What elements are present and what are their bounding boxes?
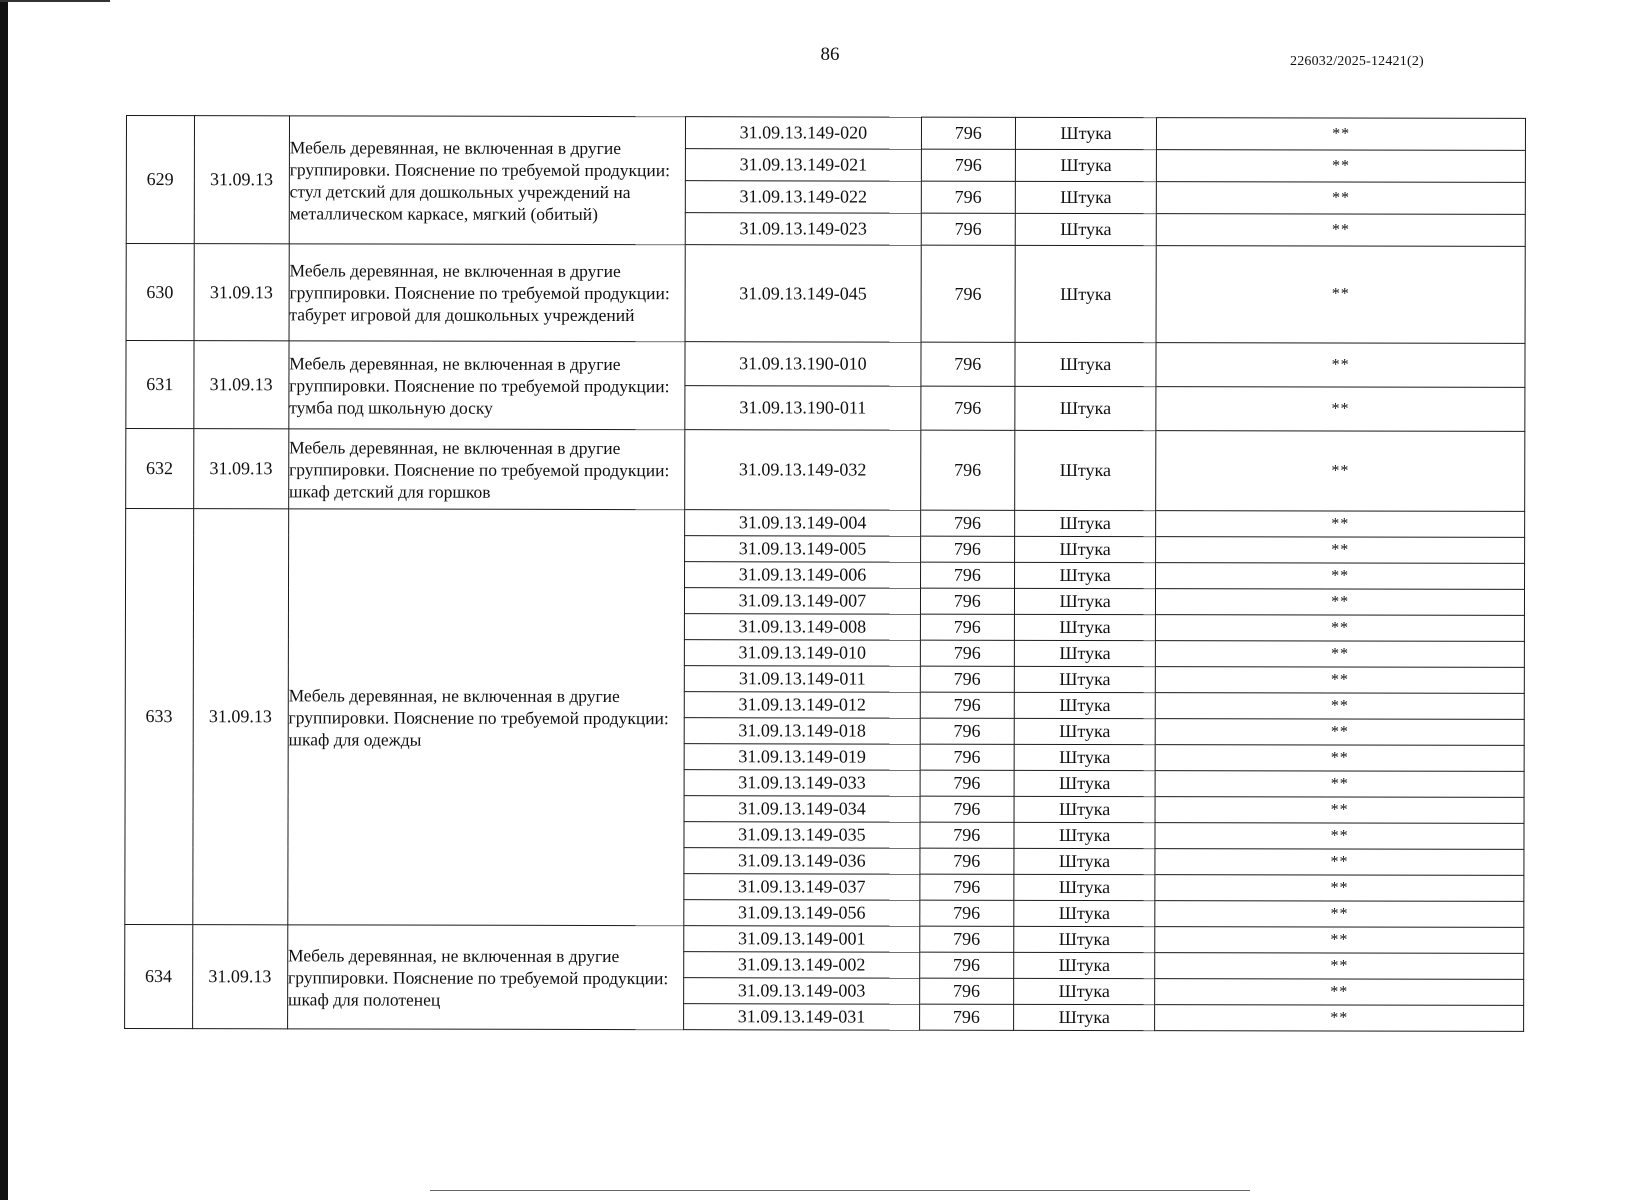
product-description: Мебель деревянная, не включенная в другие группировки. Пояснение по требуемой продукции: шкаф детский для горшков xyxy=(289,429,686,510)
note-mark: ** xyxy=(1156,615,1525,642)
okpd-code: 31.09.13 xyxy=(194,244,289,341)
note-mark: ** xyxy=(1155,823,1524,850)
table-row xyxy=(126,509,1525,538)
row-number: 631 xyxy=(126,341,194,429)
product-description: Мебель деревянная, не включенная в другие группировки. Пояснение по требуемой продукции: тумба под школьную доску xyxy=(289,341,686,430)
okei-code: 796 xyxy=(920,562,1014,588)
ktru-code: 31.09.13.149-037 xyxy=(684,874,920,900)
okpd-code: 31.09.13 xyxy=(192,509,288,925)
note-mark: ** xyxy=(1156,511,1525,538)
row-number: 633 xyxy=(125,509,193,925)
ktru-code: 31.09.13.149-020 xyxy=(686,117,922,149)
unit-name: Штука xyxy=(1014,692,1155,718)
ktru-code: 31.09.13.149-004 xyxy=(685,510,921,536)
ktru-code: 31.09.13.149-045 xyxy=(685,245,921,342)
unit-name: Штука xyxy=(1014,796,1155,822)
okei-code: 796 xyxy=(920,744,1014,770)
okei-code: 796 xyxy=(921,213,1015,245)
note-mark: ** xyxy=(1155,901,1524,928)
unit-name: Штука xyxy=(1014,614,1155,640)
table-row xyxy=(125,924,1524,953)
ktru-code: 31.09.13.190-011 xyxy=(685,386,921,430)
ktru-code: 31.09.13.149-022 xyxy=(685,181,921,213)
unit-name: Штука xyxy=(1014,718,1155,744)
note-mark: ** xyxy=(1155,875,1524,902)
note-mark: ** xyxy=(1156,667,1525,694)
ktru-code: 31.09.13.149-033 xyxy=(684,770,920,796)
product-description: Мебель деревянная, не включенная в другие группировки. Пояснение по требуемой продукции: шкаф для одежды xyxy=(288,509,685,926)
ktru-code: 31.09.13.149-005 xyxy=(685,536,921,562)
okei-code: 796 xyxy=(919,1004,1013,1030)
unit-name: Штука xyxy=(1014,848,1155,874)
page-number: 86 xyxy=(820,44,840,65)
unit-name: Штука xyxy=(1015,430,1156,510)
okei-code: 796 xyxy=(920,666,1014,692)
okei-code: 796 xyxy=(921,117,1015,149)
note-mark: ** xyxy=(1155,953,1524,980)
note-mark: ** xyxy=(1155,979,1524,1006)
note-mark: ** xyxy=(1155,745,1524,772)
note-mark: ** xyxy=(1156,693,1525,720)
ktru-code: 31.09.13.149-031 xyxy=(684,1004,920,1030)
okei-code: 796 xyxy=(920,848,1014,874)
unit-name: Штука xyxy=(1014,822,1155,848)
unit-name: Штука xyxy=(1015,149,1156,181)
unit-name: Штука xyxy=(1014,978,1155,1004)
unit-name: Штука xyxy=(1015,245,1157,342)
unit-name: Штука xyxy=(1014,588,1155,614)
unit-name: Штука xyxy=(1015,181,1156,213)
okei-code: 796 xyxy=(921,149,1015,181)
okpd-code: 31.09.13 xyxy=(193,341,288,429)
row-number: 634 xyxy=(125,924,193,1028)
okei-code: 796 xyxy=(920,430,1014,510)
okei-code: 796 xyxy=(919,952,1013,978)
okei-code: 796 xyxy=(919,926,1013,952)
okei-code: 796 xyxy=(920,510,1014,536)
ktru-code: 31.09.13.149-019 xyxy=(684,744,920,770)
okei-code: 796 xyxy=(920,900,1014,926)
unit-name: Штука xyxy=(1014,640,1155,666)
note-mark: ** xyxy=(1157,118,1526,151)
note-mark: ** xyxy=(1156,641,1525,668)
okei-code: 796 xyxy=(921,386,1015,430)
unit-name: Штука xyxy=(1015,386,1156,430)
product-description: Мебель деревянная, не включенная в другие группировки. Пояснение по требуемой продукции: шкаф для полотенец xyxy=(287,925,684,1030)
ktru-code: 31.09.13.149-008 xyxy=(685,614,921,640)
table-row xyxy=(126,429,1525,512)
unit-name: Штука xyxy=(1014,744,1155,770)
note-mark: ** xyxy=(1155,1005,1524,1032)
scan-left-border xyxy=(0,0,8,1200)
okei-code: 796 xyxy=(921,342,1015,386)
note-mark: ** xyxy=(1156,431,1525,512)
product-table xyxy=(124,115,1526,1032)
note-mark: ** xyxy=(1157,182,1526,215)
ktru-code: 31.09.13.149-056 xyxy=(684,900,920,926)
unit-name: Штука xyxy=(1014,770,1155,796)
unit-name: Штука xyxy=(1015,342,1156,386)
okei-code: 796 xyxy=(920,822,1014,848)
table-body xyxy=(125,116,1526,1032)
table-row xyxy=(126,244,1525,344)
okei-code: 796 xyxy=(921,181,1015,213)
ktru-code: 31.09.13.149-002 xyxy=(684,952,920,978)
table-row xyxy=(126,341,1525,388)
ktru-code: 31.09.13.149-021 xyxy=(686,149,922,181)
ktru-code: 31.09.13.149-032 xyxy=(685,430,921,510)
product-description: Мебель деревянная, не включенная в другие группировки. Пояснение по требуемой продукции: стул детский для дошкольных учреждений на металлическом каркасе, мягкий (обитый) xyxy=(289,116,686,245)
okei-code: 796 xyxy=(920,874,1014,900)
note-mark: ** xyxy=(1155,771,1524,798)
unit-name: Штука xyxy=(1015,117,1156,149)
ktru-code: 31.09.13.149-007 xyxy=(685,588,921,614)
okei-code: 796 xyxy=(920,614,1014,640)
ktru-code: 31.09.13.149-034 xyxy=(684,796,920,822)
ktru-code: 31.09.13.149-035 xyxy=(684,822,920,848)
ktru-code: 31.09.13.149-010 xyxy=(685,640,921,666)
note-mark: ** xyxy=(1156,537,1525,564)
unit-name: Штука xyxy=(1014,666,1155,692)
okei-code: 796 xyxy=(920,588,1014,614)
unit-name: Штука xyxy=(1014,562,1155,588)
okei-code: 796 xyxy=(920,770,1014,796)
okei-code: 796 xyxy=(921,245,1015,342)
note-mark: ** xyxy=(1156,589,1525,616)
unit-name: Штука xyxy=(1014,900,1155,926)
ktru-code: 31.09.13.190-010 xyxy=(685,342,921,386)
okei-code: 796 xyxy=(920,692,1014,718)
okei-code: 796 xyxy=(920,640,1014,666)
note-mark: ** xyxy=(1157,150,1526,183)
okpd-code: 31.09.13 xyxy=(192,925,287,1029)
ktru-code: 31.09.13.149-023 xyxy=(685,213,921,245)
note-mark: ** xyxy=(1156,246,1525,344)
note-mark: ** xyxy=(1156,343,1525,388)
ktru-code: 31.09.13.149-003 xyxy=(684,978,920,1004)
okei-code: 796 xyxy=(920,796,1014,822)
row-number: 632 xyxy=(126,429,194,509)
okpd-code: 31.09.13 xyxy=(193,429,288,509)
ktru-code: 31.09.13.149-018 xyxy=(684,718,920,744)
note-mark: ** xyxy=(1155,927,1524,954)
document-id: 226032/2025-12421(2) xyxy=(1290,54,1424,69)
ktru-code: 31.09.13.149-006 xyxy=(685,562,921,588)
note-mark: ** xyxy=(1155,797,1524,824)
okei-code: 796 xyxy=(920,718,1014,744)
unit-name: Штука xyxy=(1014,952,1155,978)
product-description: Мебель деревянная, не включенная в другие группировки. Пояснение по требуемой продукции: табурет игровой для дошкольных учреждений xyxy=(289,244,686,342)
ktru-code: 31.09.13.149-012 xyxy=(684,692,920,718)
unit-name: Штука xyxy=(1014,874,1155,900)
table-row xyxy=(126,116,1525,151)
note-mark: ** xyxy=(1155,719,1524,746)
note-mark: ** xyxy=(1155,849,1524,876)
ktru-code: 31.09.13.149-001 xyxy=(684,926,920,952)
unit-name: Штука xyxy=(1014,926,1155,952)
unit-name: Штука xyxy=(1015,536,1156,562)
bottom-rule xyxy=(430,1190,1250,1191)
okei-code: 796 xyxy=(920,536,1014,562)
unit-name: Штука xyxy=(1015,213,1156,245)
okpd-code: 31.09.13 xyxy=(194,116,290,244)
unit-name: Штука xyxy=(1015,510,1156,536)
note-mark: ** xyxy=(1156,563,1525,590)
ktru-code: 31.09.13.149-036 xyxy=(684,848,920,874)
okei-code: 796 xyxy=(919,978,1013,1004)
note-mark: ** xyxy=(1156,387,1525,432)
row-number: 630 xyxy=(126,244,194,341)
unit-name: Штука xyxy=(1014,1004,1155,1030)
ktru-code: 31.09.13.149-011 xyxy=(684,666,920,692)
note-mark: ** xyxy=(1156,214,1525,247)
scan-top-mark xyxy=(0,0,110,2)
row-number: 629 xyxy=(126,116,194,244)
